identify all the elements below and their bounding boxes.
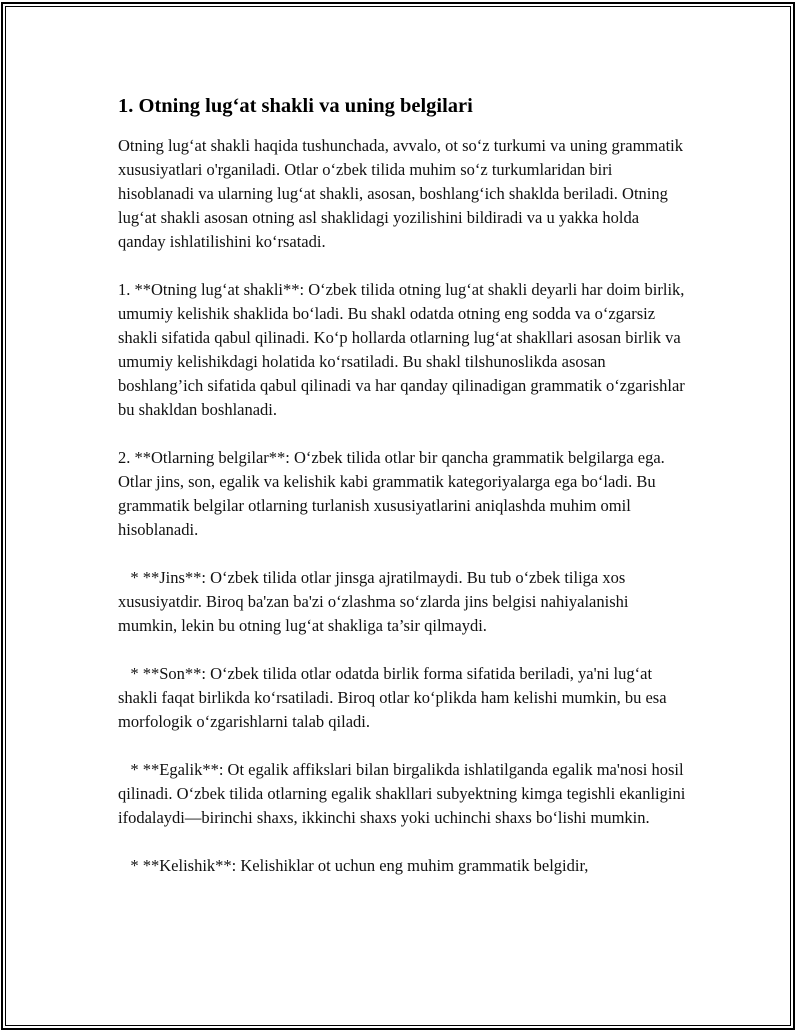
point-1-paragraph: 1. **Otning lug‘at shakli**: O‘zbek tilida otning lug‘at shakli deyarli har doim birlik, umumiy kelishik shaklida bo‘ladi. Bu shakl odatda otning eng sodda va o‘zgarsiz shakli sifatida qabul qilinadi. Ko‘p hollarda otlarning lug‘at shakllari asosan birlik va umumiy kelishikdagi holatida ko‘rsatiladi. Bu shakl tilshunoslikda asosan boshlang’ich sifatida qabul qilinadi va har qanday qilinadigan grammatik o‘zgarishlar bu shakldan boshlanadi. <box>118 280 689 419</box>
point-2-paragraph: 2. **Otlarning belgilar**: O‘zbek tilida otlar bir qancha grammatik belgilarga ega. Otlar jins, son, egalik va kelishik kabi grammatik kategoriyalarga ega bo‘ladi. Bu grammatik belgilar otlarning turlanish xususiyatlarini aniqlashda muhim omil hisoblanadi. <box>118 448 669 539</box>
intro-paragraph: Otning lug‘at shakli haqida tushunchada, avvalo, ot so‘z turkumi va uning grammatik xususiyatlari o'rganiladi. Otlar o‘zbek tilida muhim so‘z turkumlaridan biri hisoblanadi va ularning lug‘at shakli, asosan, boshlang‘ich shaklda beriladi. Otning lug‘at shakli asosan otning asl shaklidagi yozilishini bildiradi va u yakka holda qanday ishlatilishini ko‘rsatadi. <box>118 136 688 251</box>
section-heading: 1. Otning lug‘at shakli va uning belgilari <box>118 95 473 117</box>
bullet-kelishik: * **Kelishik**: Kelishiklar ot uchun eng muhim grammatik belgidir, <box>118 856 589 875</box>
bullet-son: * **Son**: O‘zbek tilida otlar odatda birlik forma sifatida beriladi, ya'ni lug‘at shakli faqat birlikda ko‘rsatiladi. Biroq otlar ko‘plikda ham kelishi mumkin, bu esa morfologik o‘zgarishlarni talab qiladi. <box>118 664 671 731</box>
document-body <box>118 92 688 878</box>
bullet-egalik: * **Egalik**: Ot egalik affikslari bilan birgalikda ishlatilganda egalik ma'nosi hosil qilinadi. O‘zbek tilida otlarning egalik shakllari subyektning kimga tegishli ekanligini ifodalaydi—birinchi shaxs, ikkinchi shaxs yoki uchinchi shaxs bo‘lishi mumkin. <box>118 760 690 827</box>
bullet-jins: * **Jins**: O‘zbek tilida otlar jinsga ajratilmaydi. Bu tub o‘zbek tiliga xos xususiyatdir. Biroq ba'zan ba'zi o‘zlashma so‘zlarda jins belgisi nahiyalanishi mumkin, lekin bu otning lug‘at shakliga ta’sir qilmaydi. <box>118 568 633 635</box>
